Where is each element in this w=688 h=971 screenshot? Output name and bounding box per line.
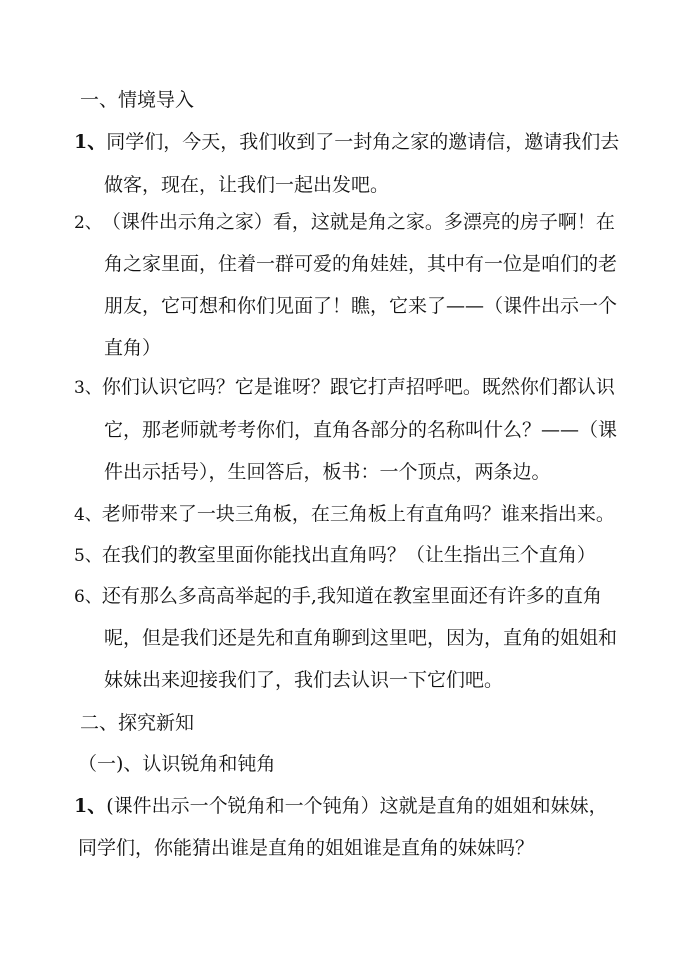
item-text-continued: 呢，但是我们还是先和直角聊到这里吧，因为，直角的姐姐和 [104, 627, 618, 649]
item-number: 1、 [74, 131, 107, 153]
list-item-6 [74, 582, 602, 611]
item-text-continued: 做客，现在，让我们一起出发吧。 [104, 174, 390, 196]
list-item-5 [74, 541, 596, 570]
item-text: （课件出示角之家）看，这就是角之家。多漂亮的房子啊！在 [101, 211, 615, 233]
item-text-continued: 朋友，它可想和你们见面了！瞧，它来了——（课件出示一个 [104, 295, 618, 317]
item-text-continued: 妹妹出来迎接我们了，我们去认识一下它们吧。 [104, 669, 504, 691]
section-heading-intro: 一、情境导入 [80, 89, 195, 111]
item-number: 3、 [74, 378, 102, 398]
item-text: 你们认识它吗？它是谁呀？跟它打声招呼吧。既然你们都认识 [101, 376, 615, 398]
item-number: 5、 [74, 546, 102, 566]
subsection-heading: （一)、认识锐角和钝角 [78, 753, 276, 775]
item-text-continued: 件出示括号），生回答后，板书：一个顶点，两条边。 [104, 461, 551, 483]
list-item-4 [74, 500, 615, 529]
item-number: 4、 [74, 505, 102, 525]
item-text: (课件出示一个锐角和一个钝角）这就是直角的姐姐和妹妹， [106, 795, 608, 817]
list-item-3 [74, 373, 615, 402]
item-text: 同学们，今天，我们收到了一封角之家的邀请信，邀请我们去 [106, 131, 620, 153]
item-text-continued: 它，那老师就考考你们，直角各部分的名称叫什么？——（课 [104, 419, 618, 441]
item-text: 老师带来了一块三角板，在三角板上有直角吗？谁来指出来。 [101, 503, 615, 525]
item-text: 在我们的教室里面你能找出直角吗？（让生指出三个直角） [101, 544, 596, 566]
item-text-continued: 直角） [104, 337, 162, 359]
section-heading-explore: 二、探究新知 [80, 712, 195, 734]
item-number: 2、 [74, 213, 102, 233]
item-number: 1、 [74, 795, 107, 817]
list-item-2 [74, 208, 615, 237]
list-item-1 [74, 128, 619, 156]
item-text-continued: 同学们，你能猜出谁是直角的姐姐谁是直角的妹妹吗？ [78, 837, 535, 859]
item-text-continued: 角之家里面，住着一群可爱的角娃娃，其中有一位是咱们的老 [104, 253, 618, 275]
item-number: 6、 [74, 587, 102, 607]
list-item-final [74, 792, 608, 820]
item-text: 还有那么多高高举起的手,我知道在教室里面还有许多的直角 [101, 585, 602, 607]
